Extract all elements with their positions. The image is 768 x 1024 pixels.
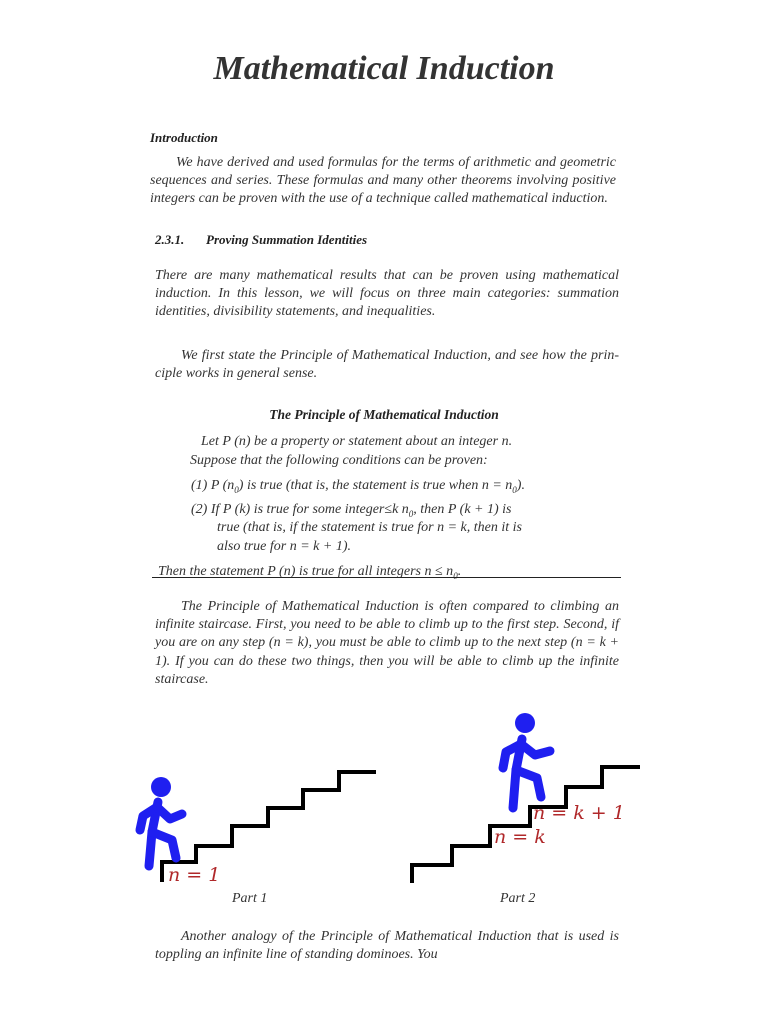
condition-1-text-b: ) is true (that is, the statement is true when n = n [238, 478, 513, 493]
paragraph-staircase: The Principle of Mathematical Induction is often compared to climbing an infinite staircase. First, you need to be able to climb up to the first step. Second, if you are on any step (n = k), you must be able to climb up to the next step (n = k + 1). If you can do these two things, then you will be able to climb up the infinite staircase. [155, 599, 619, 687]
condition-2-le-symbol: ≤ [384, 502, 393, 517]
caption-part-1: Part 1 [232, 891, 268, 906]
conclusion-text-a: Then the statement P (n) is true for all integers n ≤ n [158, 564, 454, 579]
label-n-equals-1: n = 1 [168, 864, 221, 886]
condition-2-text-b: k n [392, 502, 409, 517]
principle-condition-2-line-2: true (that is, if the statement is true for n = k, then it is [217, 520, 522, 535]
conclusion-text-b: . [457, 564, 462, 579]
staircase-part2 [412, 767, 640, 883]
climber-part2-icon [503, 713, 550, 808]
condition-2-text-a: (2) If P (k) is true for some integer [191, 502, 385, 517]
condition-1-subscript-2: 0 [512, 484, 517, 495]
condition-1-text-c: ). [516, 478, 525, 493]
principle-line-2: Suppose that the following conditions can be proven: [190, 453, 488, 468]
paragraph-principle-intro: We first state the Principle of Mathematical Induction, and see how the prin- ciple works in general sense. [155, 348, 619, 382]
condition-1-subscript: 0 [234, 484, 239, 495]
condition-2-subscript: 0 [408, 508, 414, 519]
section-title: Proving Summation Identities [206, 232, 368, 247]
caption-part-2: Part 2 [500, 891, 536, 906]
intro-heading: Introduction [150, 130, 218, 145]
conclusion-subscript: 0 [453, 570, 458, 581]
label-n-equals-k-plus-1: n = k + 1 [533, 802, 625, 824]
section-number: 2.3.1. [155, 232, 185, 247]
intro-paragraph: We have derived and used formulas for the terms of arithmetic and geometric sequences and series. These formulas and many other theorems involving positive integers can be proven with the use of a technique called mathematical induction. [150, 155, 616, 207]
page-title: Mathematical Induction [213, 50, 555, 87]
condition-2-text-c: , then P (k + 1) is [413, 502, 512, 517]
paragraph-dominoes: Another analogy of the Principle of Mathematical Induction that is used is toppling an infinite line of standing dominoes. You [155, 929, 619, 963]
label-n-equals-k: n = k [494, 826, 546, 848]
condition-1-text-a: (1) P (n [191, 478, 235, 493]
principle-title: The Principle of Mathematical Induction [269, 407, 499, 422]
principle-line-1: Let P (n) be a property or statement about an integer n. [201, 434, 513, 449]
paragraph-results: There are many mathematical results that can be proven using mathematical induction. In this lesson, we will focus on three main categories: summation identities, divisibility statements, and inequalities. [155, 268, 619, 320]
climber-part1-icon [140, 777, 182, 866]
principle-condition-2-line-3: also true for n = k + 1). [217, 539, 351, 554]
